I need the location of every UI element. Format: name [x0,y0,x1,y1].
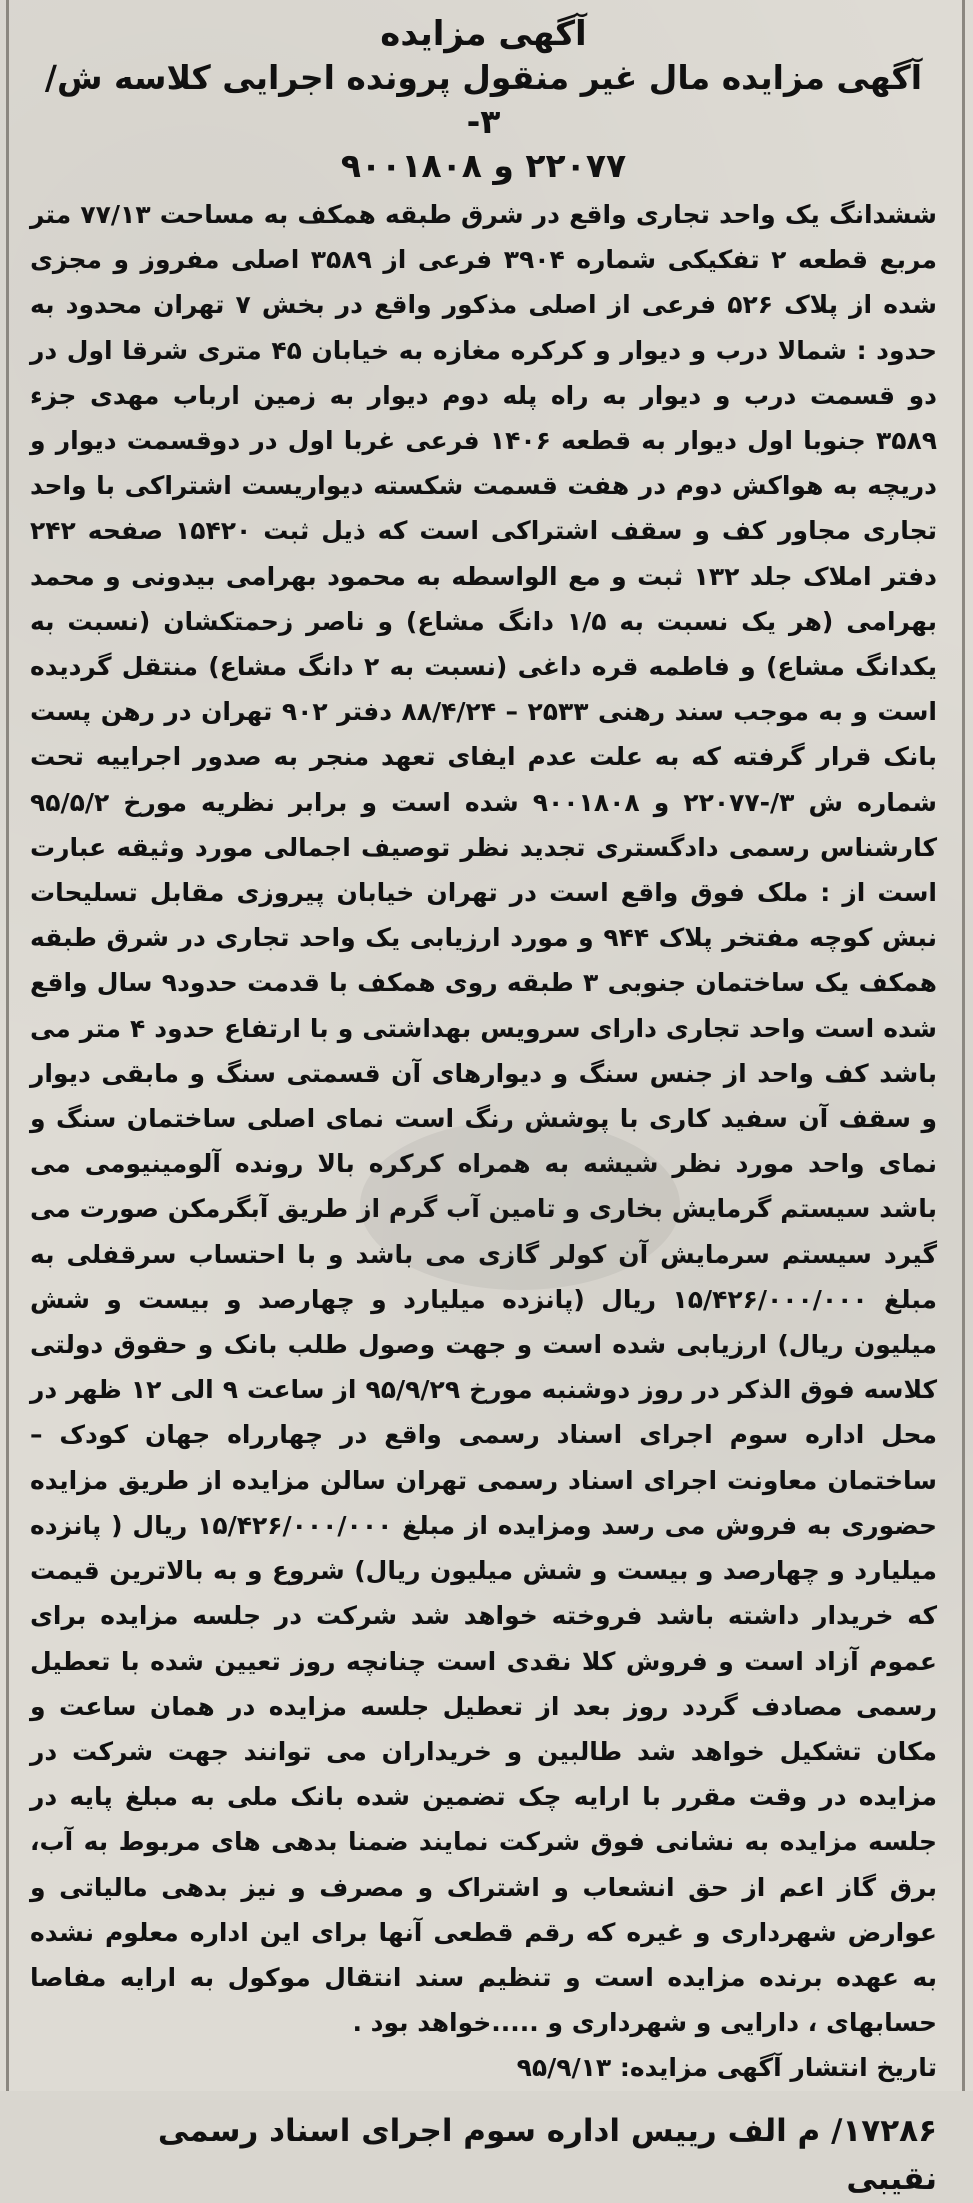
signature-block [30,2107,937,2203]
notice-header [30,12,937,188]
right-border-line [962,0,965,2091]
notice-body-paragraph: ششدانگ یک واحد تجاری واقع در شرق طبقه همکف به مساحت ۷۷/۱۳ متر مربع قطعه ۲ تفکیکی شماره ۳۹۰۴ فرعی از ۳۵۸۹ اصلی مفروز و مجزی شده از پلاک ۵۲۶ فرعی از اصلی مذکور واقع در بخش ۷ تهران محدود به حدود : شمالا درب و دیوار و کرکره مغازه به خیابان ۴۵ متری شرقا اول در دو قسمت درب و دیوار به راه پله دوم دیوار به زمین ارباب مهدی جزء ۳۵۸۹ جنوبا اول دیوار به قطعه ۱۴۰۶ فرعی غربا اول در دوقسمت دیوار و دریچه به هواکش دوم در هفت قسمت شکسته دیواریست اشتراکی با واحد تجاری مجاور کف و سقف اشتراکی است که ذیل ثبت ۱۵۴۲۰ صفحه ۲۴۲ دفتر املاک جلد ۱۳۲ ثبت و مع الواسطه به محمود بهرامی بیدونی و محمد بهرامی (هر یک نسبت به ۱/۵ دانگ مشاع) و ناصر زحمتکشان (نسبت به یکدانگ مشاع) و فاطمه قره داغی (نسبت به ۲ دانگ مشاع) منتقل گردیده است و به موجب سند رهنی ۲۵۳۳ – ۸۸/۴/۲۴ دفتر ۹۰۲ تهران در رهن پست بانک قرار گرفته که به علت عدم ایفای تعهد منجر به صدور اجراییه تحت شماره ش ۳/-۲۲۰۷۷ و ۹۰۰۱۸۰۸ شده است و برابر نظریه مورخ ۹۵/۵/۲ کارشناس رسمی دادگستری تجدید نظر توصیف اجمالی مورد وثیقه عبارت است از : ملک فوق واقع است در تهران خیابان پیروزی مقابل تسلیحات نبش کوچه مفتخر پلاک ۹۴۴ و مورد ارزیابی یک واحد تجاری در شرق طبقه همکف یک ساختمان جنوبی ۳ طبقه روی همکف با قدمت حدود۹ سال واقع شده است واحد تجاری دارای سرویس بهداشتی و با ارتفاع حدود ۴ متر می باشد کف واحد از جنس سنگ و دیوارهای آن قسمتی سنگ و مابقی دیوار و سقف آن سفید کاری با پوشش رنگ است نمای اصلی ساختمان سنگ و نمای واحد مورد نظر شیشه به همراه کرکره بالا رونده آلومینیومی می باشد سیستم گرمایش بخاری و تامین آب گرم از طریق آبگرمکن صورت می گیرد سیستم سرمایش آن کولر گازی می باشد و با احتساب سرقفلی به مبلغ ۱۵/۴۲۶/۰۰۰/۰۰۰ ریال (پانزده میلیارد و چهارصد و بیست و شش میلیون ریال) ارزیابی شده است و جهت وصول طلب بانک و حقوق دولتی کلاسه فوق الذکر در روز دوشنبه مورخ ۹۵/۹/۲۹ از ساعت ۹ الی ۱۲ ظهر در محل اداره سوم اجرای اسناد رسمی واقع در چهارراه جهان کودک – ساختمان معاونت اجرای اسناد رسمی تهران سالن مزایده از طریق مزایده حضوری به فروش می رسد ومزایده از مبلغ ۱۵/۴۲۶/۰۰۰/۰۰۰ ریال ( پانزده میلیارد و چهارصد و بیست و شش میلیون ریال) شروع و به بالاترین قیمت که خریدار داشته باشد فروخته خواهد شد شرکت در جلسه مزایده برای عموم آزاد است و فروش کلا نقدی است چنانچه روز تعیین شده با تعطیل رسمی مصادف گردد روز بعد از تعطیل جلسه مزایده در همان ساعت و مکان تشکیل خواهد شد طالبین و خریداران می توانند جهت شرکت در مزایده در وقت مقرر با ارایه چک تضمین شده بانک ملی به مبلغ پایه در جلسه مزایده به نشانی فوق شرکت نمایند ضمنا بدهی های مربوط به آب، برق گاز اعم از حق انشعاب و اشتراک و مصرف و نیز بدهی مالیاتی و عوارض شهرداری و غیره که رقم قطعی آنها برای این اداره معلوم نشده به عهده برنده مزایده است و تنظیم سند انتقال موکول به ارایه مفاصا حسابهای ، دارایی و شهرداری و .....خواهد بود . [30,200,938,2038]
publish-date: تاریخ انتشار آگهی مزایده: ۹۵/۹/۱۳ [516,2053,937,2083]
signature-name: نقیبی [846,2161,937,2198]
case-number: ۲۲۰۷۷ و ۹۰۰۱۸۰۸ [340,146,627,185]
notice-body [30,192,937,2045]
signature-line: ۱۷۲۸۶/ م الف رییس اداره سوم اجرای اسناد رسمی [157,2113,937,2150]
notice-subtitle: آگهی مزایده مال غیر منقول پرونده اجرایی کلاسه ش/۳- [44,58,923,141]
notice-title: آگهی مزایده [380,14,587,54]
left-border-line [6,0,9,2091]
